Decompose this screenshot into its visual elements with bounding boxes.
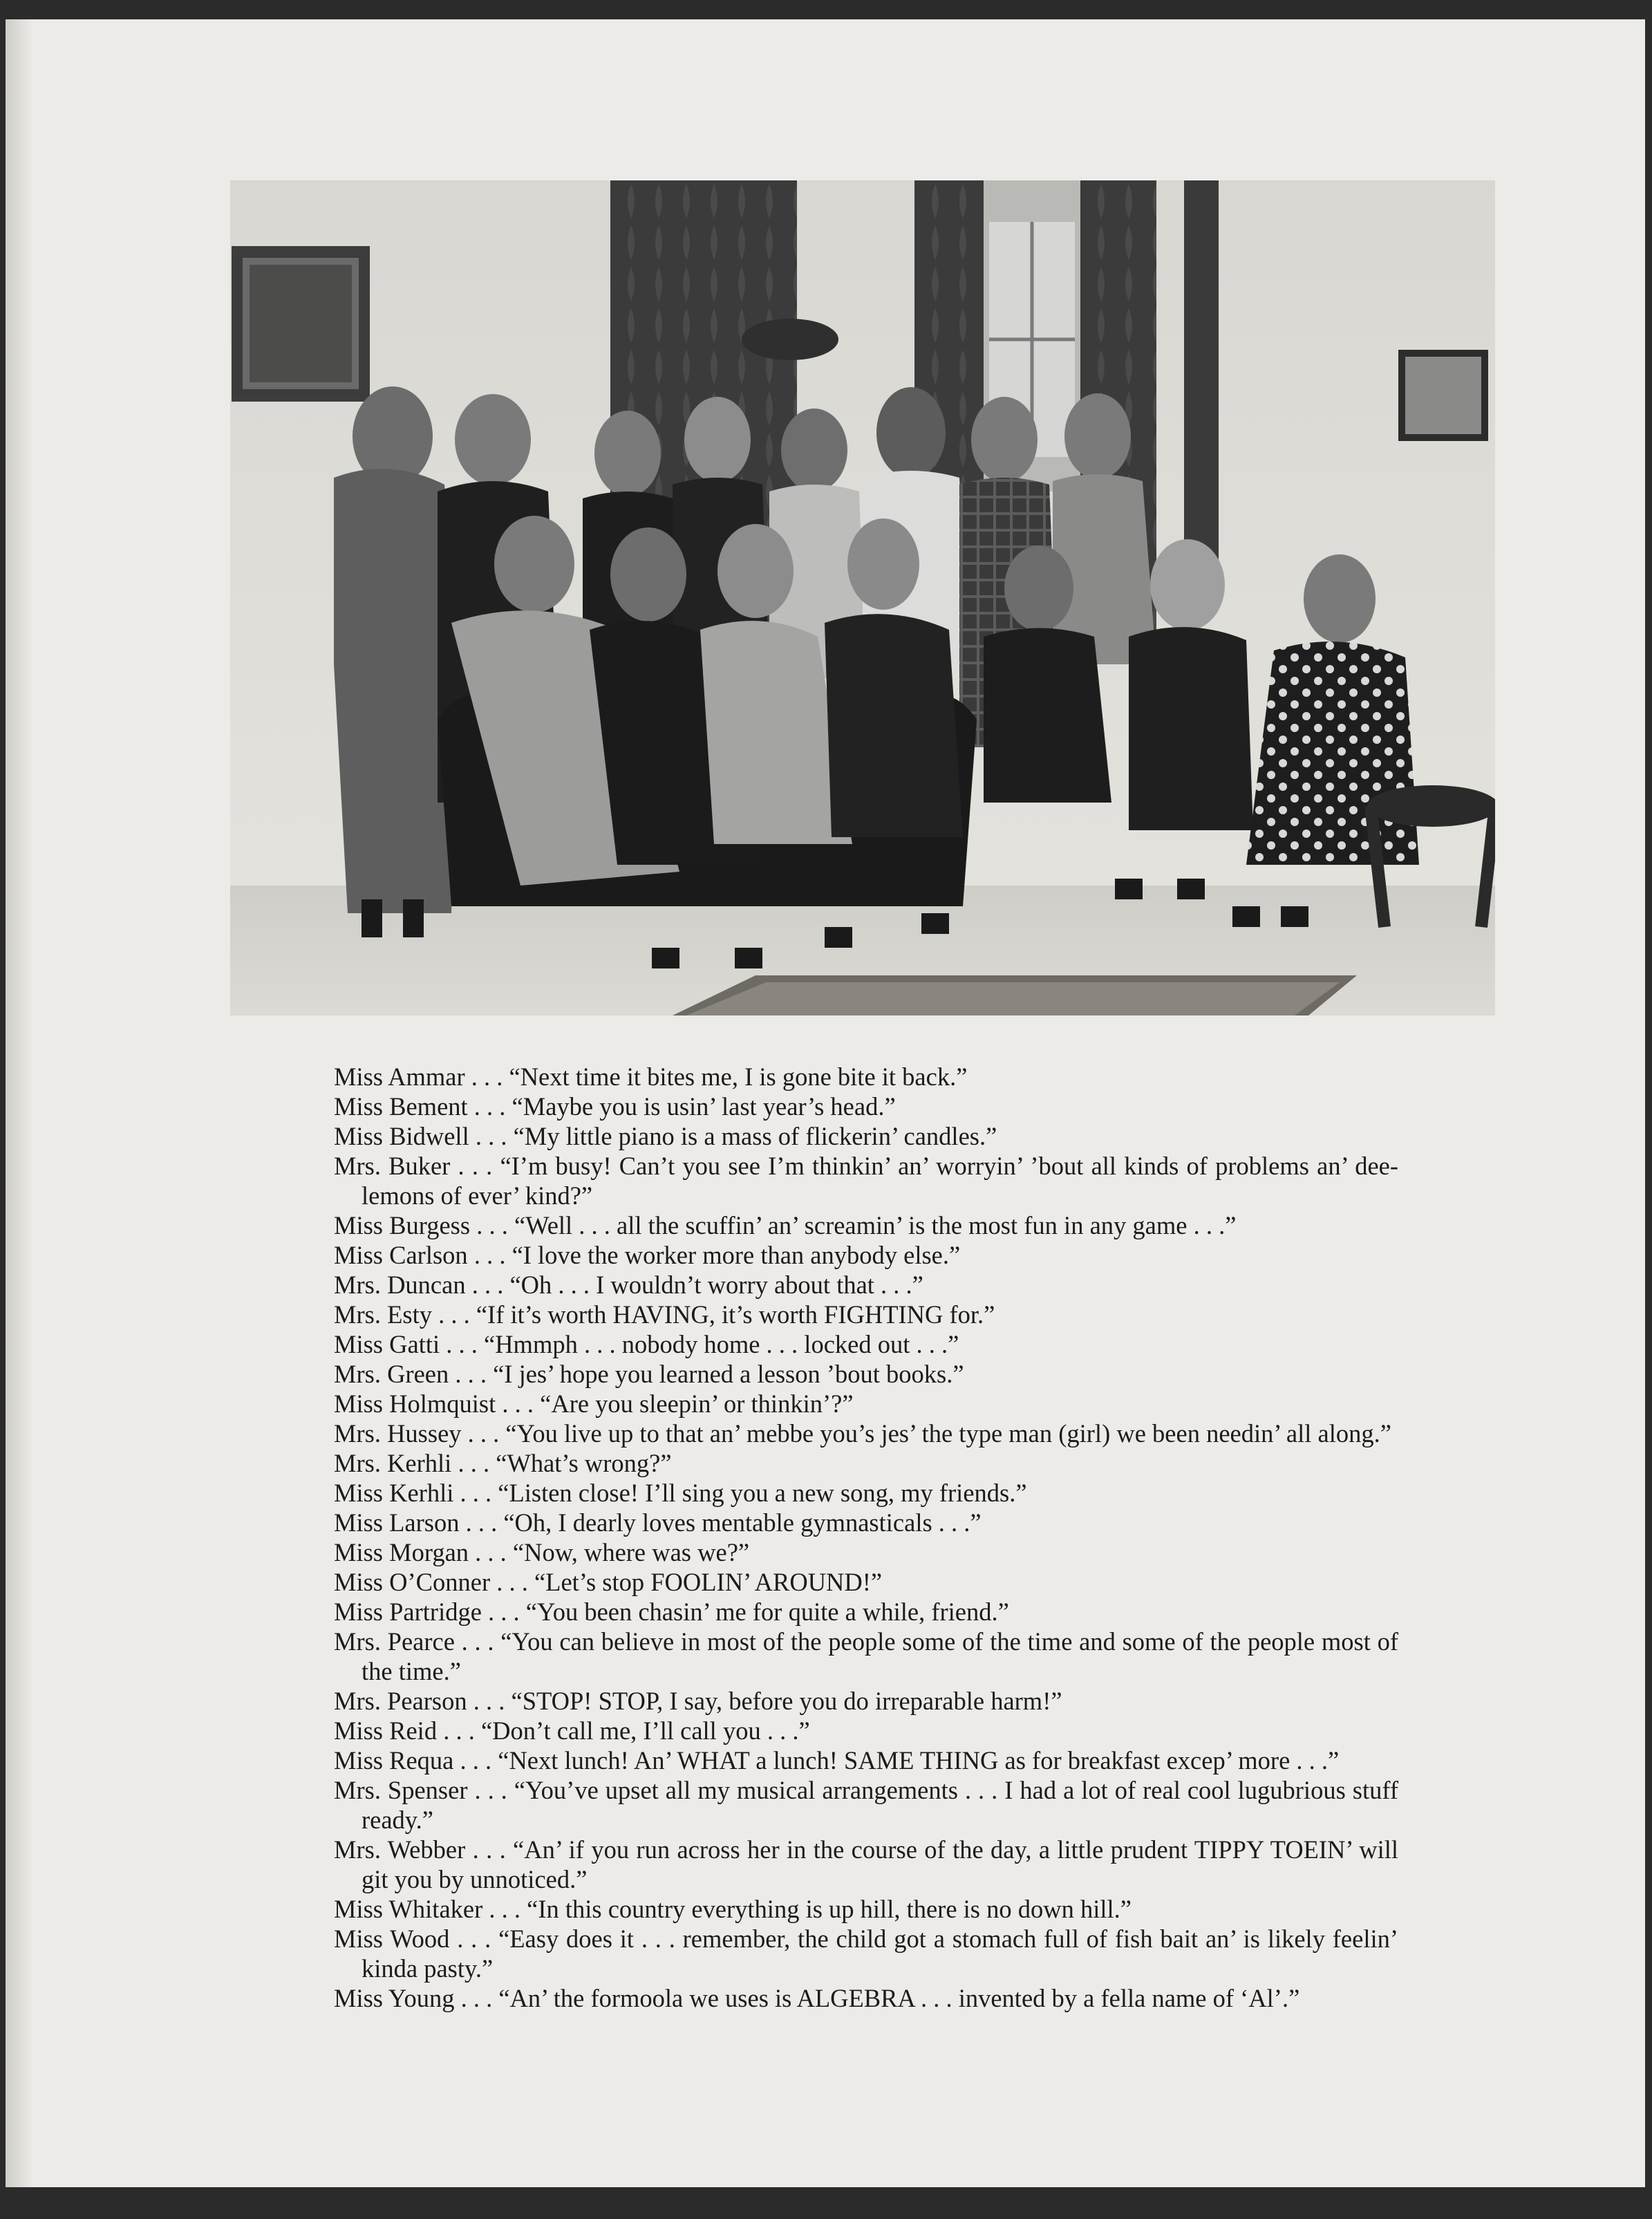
quote-entry [334, 1775, 1398, 1835]
quote-speaker: Miss Holmquist [334, 1389, 496, 1418]
quote-text: “STOP! STOP, I say, before you do irreparable harm!” [511, 1687, 1062, 1715]
quote-text: “I’m busy! Can’t you see I’m thinkin’ an’ worryin’ ’bout all kinds of problems an’ dee-lemons of ever’ kind?” [362, 1152, 1399, 1210]
quote-entry [334, 1924, 1398, 1983]
quote-speaker: Mrs. Webber [334, 1835, 466, 1864]
quote-text: “Oh, I dearly loves mentable gymnasticals . . .” [503, 1508, 982, 1537]
quote-speaker: Mrs. Kerhli [334, 1449, 452, 1477]
quote-speaker: Mrs. Duncan [334, 1271, 466, 1299]
quote-separator: . . . [465, 1835, 514, 1864]
quote-text: “An’ the formoola we uses is ALGEBRA . . . invented by a fella name of ‘Al’.” [498, 1984, 1300, 2012]
quote-entry [334, 1686, 1398, 1716]
quote-separator: . . . [437, 1716, 481, 1745]
quote-text: “Are you sleepin’ or thinkin’?” [540, 1389, 854, 1418]
quote-separator: . . . [481, 1598, 526, 1626]
quote-text: “In this country everything is up hill, there is no down hill.” [527, 1895, 1132, 1923]
quote-speaker: Miss O’Conner [334, 1568, 491, 1596]
quote-text: “Next lunch! An’ WHAT a lunch! SAME THING as for breakfast excep’ more . . .” [498, 1746, 1340, 1775]
quote-entry [334, 1567, 1398, 1597]
quote-separator: . . . [496, 1389, 541, 1418]
quote-speaker: Miss Kerhli [334, 1479, 454, 1507]
quote-text: “Listen close! I’ll sing you a new song, my friends.” [498, 1479, 1027, 1507]
quote-entry [334, 1983, 1398, 2013]
quote-speaker: Miss Reid [334, 1716, 438, 1745]
quote-text: “I jes’ hope you learned a lesson ’bout books.” [493, 1360, 964, 1388]
quote-speaker: Mrs. Pearce [334, 1627, 455, 1656]
quote-text: “You’ve upset all my musical arrangements . . . I had a lot of real cool lugubrious stuff ready.” [362, 1776, 1399, 1834]
quote-entry [334, 1716, 1398, 1745]
quote-entry [334, 1627, 1398, 1686]
quote-speaker: Mrs. Buker [334, 1152, 451, 1180]
quote-speaker: Miss Bidwell [334, 1122, 469, 1150]
quote-entry [334, 1300, 1398, 1329]
quote-text: “Oh . . . I wouldn’t worry about that . . .” [509, 1271, 923, 1299]
yearbook-page [6, 19, 1645, 2187]
quote-separator: . . . [467, 1776, 514, 1804]
quote-separator: . . . [450, 1152, 500, 1180]
quote-separator: . . . [453, 1479, 498, 1507]
quote-entry [334, 1240, 1398, 1270]
quote-speaker: Miss Ammar [334, 1062, 465, 1091]
quote-separator: . . . [449, 1925, 499, 1953]
quote-text: “Don’t call me, I’ll call you . . .” [480, 1716, 810, 1745]
quote-speaker: Mrs. Spenser [334, 1776, 468, 1804]
quote-speaker: Mrs. Pearson [334, 1687, 467, 1715]
quote-text: “Now, where was we?” [512, 1538, 750, 1566]
quote-speaker: Miss Bement [334, 1092, 468, 1121]
quote-entry [334, 1092, 1398, 1121]
quote-text: “If it’s worth HAVING, it’s worth FIGHTING for.” [476, 1300, 995, 1329]
quote-text: “Let’s stop FOOLIN’ AROUND!” [534, 1568, 883, 1596]
quote-entry [334, 1894, 1398, 1924]
quote-separator: . . . [465, 1271, 510, 1299]
quote-separator: . . . [469, 1122, 514, 1150]
page-gutter-shadow [6, 19, 33, 2187]
quote-entry [334, 1419, 1398, 1448]
group-photo-drawing [230, 180, 1495, 1015]
quote-separator: . . . [469, 1538, 513, 1566]
quote-separator: . . . [453, 1746, 498, 1775]
quote-entry [334, 1359, 1398, 1389]
quote-text: “Next time it bites me, I is gone bite it back.” [509, 1062, 968, 1091]
quote-separator: . . . [470, 1211, 514, 1239]
quote-entry [334, 1597, 1398, 1627]
quote-separator: . . . [461, 1419, 506, 1448]
quote-entry [334, 1508, 1398, 1537]
quote-separator: . . . [467, 1241, 512, 1269]
quote-text: “Easy does it . . . remember, the child got a stomach full of fish bait an’ is likely feelin’ kinda pasty.” [362, 1925, 1399, 1983]
quote-text: “Maybe you is usin’ last year’s head.” [511, 1092, 896, 1121]
quote-text: “You can believe in most of the people some of the time and some of the people most of the time.” [362, 1627, 1398, 1685]
quote-entry [334, 1537, 1398, 1567]
quote-text: “You live up to that an’ mebbe you’s jes’ the type man (girl) we been needin’ all along.” [505, 1419, 1391, 1448]
quote-speaker: Miss Gatti [334, 1330, 440, 1358]
quote-speaker: Miss Whitaker [334, 1895, 483, 1923]
group-photo [230, 180, 1495, 1015]
quote-speaker: Mrs. Hussey [334, 1419, 462, 1448]
quote-speaker: Miss Requa [334, 1746, 454, 1775]
quote-speaker: Miss Burgess [334, 1211, 471, 1239]
quote-text: “What’s wrong?” [496, 1449, 672, 1477]
quote-separator: . . . [454, 1627, 501, 1656]
quote-speaker: Mrs. Esty [334, 1300, 432, 1329]
quote-separator: . . . [451, 1449, 496, 1477]
quote-separator: . . . [482, 1895, 527, 1923]
quote-speaker: Miss Wood [334, 1925, 450, 1953]
quote-text: “An’ if you run across her in the course of the day, a little prudent TIPPY TOEIN’ will git you by unnoticed.” [362, 1835, 1398, 1893]
quote-speaker: Miss Young [334, 1984, 455, 2012]
quote-text: “You been chasin’ me for quite a while, friend.” [525, 1598, 1009, 1626]
quote-text: “I love the worker more than anybody else.” [511, 1241, 961, 1269]
quote-entry [334, 1329, 1398, 1359]
quote-separator: . . . [467, 1687, 511, 1715]
quote-entry [334, 1835, 1398, 1894]
quote-entry [334, 1210, 1398, 1240]
quote-speaker: Mrs. Green [334, 1360, 449, 1388]
quote-entry [334, 1270, 1398, 1300]
quote-entry [334, 1745, 1398, 1775]
quote-entry [334, 1478, 1398, 1508]
quote-separator: . . . [431, 1300, 476, 1329]
quote-separator: . . . [464, 1062, 509, 1091]
quote-speaker: Miss Larson [334, 1508, 460, 1537]
quote-speaker: Miss Carlson [334, 1241, 468, 1269]
quote-entry [334, 1448, 1398, 1478]
quote-text: “Well . . . all the scuffin’ an’ screamin’ is the most fun in any game . . .” [514, 1211, 1237, 1239]
quote-text: “My little piano is a mass of flickerin’ candles.” [513, 1122, 997, 1150]
quote-text: “Hmmph . . . nobody home . . . locked out . . .” [484, 1330, 959, 1358]
quote-speaker: Miss Morgan [334, 1538, 469, 1566]
quote-entry [334, 1062, 1398, 1092]
quote-entry [334, 1389, 1398, 1419]
quote-separator: . . . [440, 1330, 484, 1358]
quote-separator: . . . [449, 1360, 494, 1388]
quote-separator: . . . [467, 1092, 512, 1121]
quote-speaker: Miss Partridge [334, 1598, 482, 1626]
quote-separator: . . . [454, 1984, 499, 2012]
character-quotes-list [334, 1062, 1398, 2013]
quote-separator: . . . [490, 1568, 534, 1596]
quote-entry [334, 1151, 1398, 1210]
quote-separator: . . . [459, 1508, 504, 1537]
quote-entry [334, 1121, 1398, 1151]
